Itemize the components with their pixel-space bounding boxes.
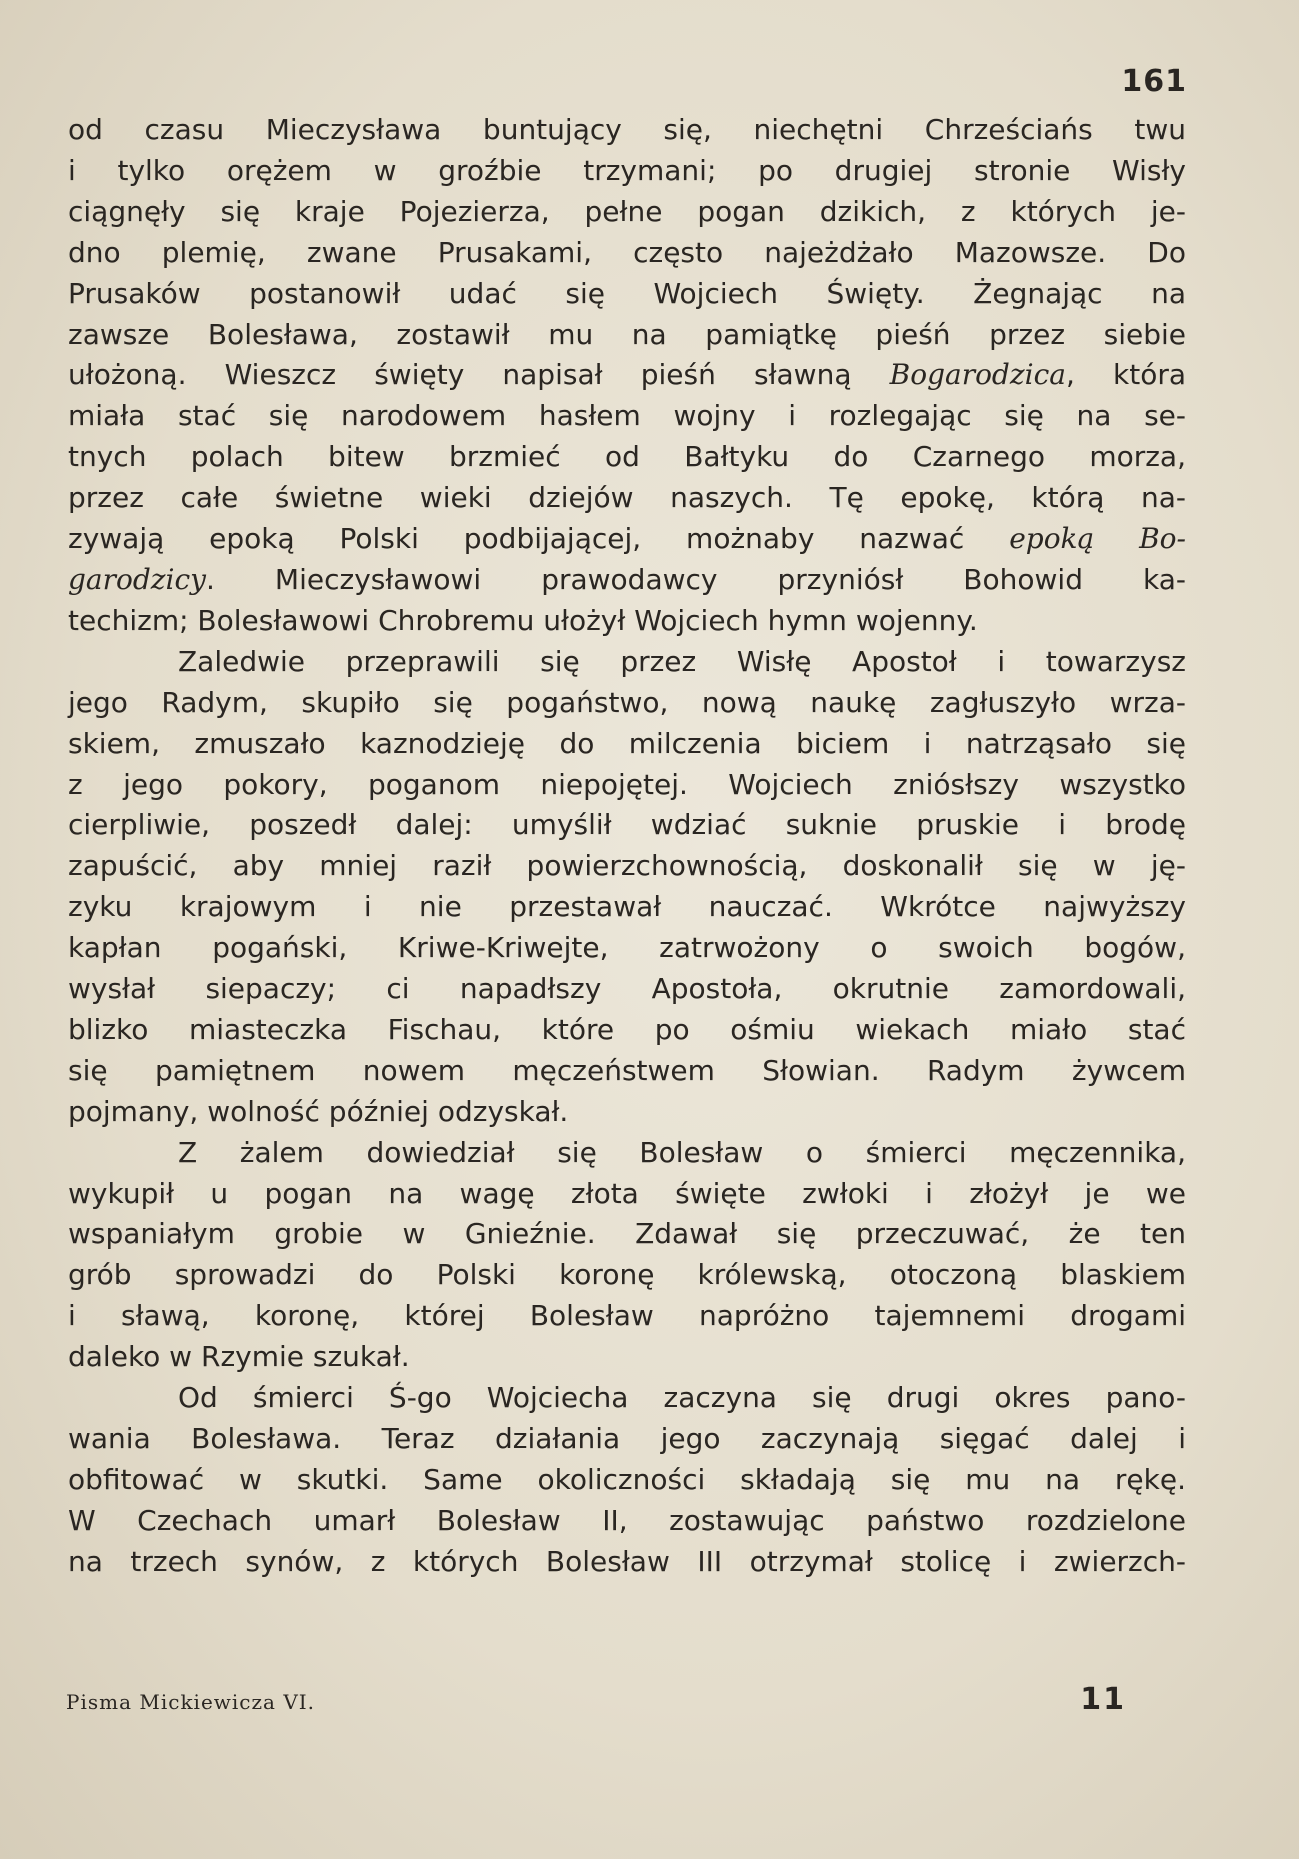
text-line: wykupił u pogan na wagę złota święte zwłoki i złożył je we [68,1176,1186,1210]
text-line: zyku krajowym i nie przestawał nauczać. Wkrótce najwyższy [68,890,1186,924]
text-line: i sławą, koronę, której Bolesław napróżno tajemnemi drogami [68,1299,1186,1333]
text-line: Z żalem dowiedział się Bolesław o śmierci męczennika, [178,1135,1186,1169]
text-line: Prusaków postanowił udać się Wojciech Święty. Żegnając na [68,276,1186,310]
text-line: ciągnęły się kraje Pojezierza, pełne pogan dzikich, z których je- [68,194,1186,228]
footer-title: Pisma Mickiewicza VI. [66,1690,316,1714]
text-line: miała stać się narodowem hasłem wojny i rozlegając się na se- [68,399,1186,433]
text-line: kapłan pogański, Kriwe-Kriwejte, zatrwożony o swoich bogów, [68,931,1186,965]
text-line: jego Radym, skupiło się pogaństwo, nową naukę zagłuszyło wrza- [68,685,1186,719]
text-line: z jego pokory, poganom niepojętej. Wojciech zniósłszy wszystko [68,767,1186,801]
signature-mark: 11 [1080,1682,1126,1717]
text-line: blizko miasteczka Fischau, które po ośmiu wiekach miało stać [68,1012,1186,1046]
text-line: wysłał siepaczy; ci napadłszy Apostoła, okrutnie zamordowali, [68,972,1186,1006]
text-line: wspaniałym grobie w Gnieźnie. Zdawał się przeczuwać, że ten [68,1217,1186,1251]
text-line: wania Bolesława. Teraz działania jego zaczynają sięgać dalej i [68,1422,1186,1455]
text-line: od czasu Mieczysława buntujący się, niechętni Chrześciańs twu [68,113,1186,146]
text-line: obfitować w skutki. Same okoliczności składają się mu na rękę. [68,1462,1186,1496]
text-line: cierpliwie, poszedł dalej: umyślił wdziać suknie pruskie i brodę [68,808,1186,842]
text-line: W Czechach umarł Bolesław II, zostawując państwo rozdzielone [68,1503,1186,1537]
body-text [68,110,1186,1583]
text-line: ułożoną. Wieszcz święty napisał pieśń sławną Bogarodzica, która [68,358,1186,392]
text-line: grób sprowadzi do Polski koronę królewską, otoczoną blaskiem [68,1258,1186,1292]
text-line: dno plemię, zwane Prusakami, często najeżdżało Mazowsze. Do [68,235,1186,269]
text-line: skiem, zmuszało kaznodzieję do milczenia biciem i natrząsało się [68,726,1186,760]
page-number: 161 [1121,64,1187,99]
text-line: techizm; Bolesławowi Chrobremu ułożył Wojciech hymn wojenny. [68,603,978,637]
text-line: i tylko orężem w groźbie trzymani; po drugiej stronie Wisły [68,153,1186,187]
text-line: tnych polach bitew brzmieć od Bałtyku do Czarnego morza, [68,440,1186,474]
text-line: zywają epoką Polski podbijającej, możnaby nazwać epoką Bo- [68,522,1186,556]
text-line: zapuścić, aby mniej raził powierzchownością, doskonalił się w ję- [68,849,1186,883]
text-line: Od śmierci Ś-go Wojciecha zaczyna się drugi okres pano- [178,1381,1186,1415]
text-line: garodzicy. Mieczysławowi prawodawcy przyniósł Bohowid ka- [68,562,1186,596]
text-line: zawsze Bolesława, zostawił mu na pamiątkę pieśń przez siebie [68,317,1186,351]
text-line: pojmany, wolność później odzyskał. [68,1094,569,1128]
text-line: przez całe świetne wieki dziejów naszych. Tę epokę, którą na- [68,481,1186,515]
text-line: Zaledwie przeprawili się przez Wisłę Apostoł i towarzysz [178,644,1186,678]
text-line: daleko w Rzymie szukał. [68,1340,410,1374]
text-line: się pamiętnem nowem męczeństwem Słowian. Radym żywcem [68,1053,1186,1087]
text-line: na trzech synów, z których Bolesław III otrzymał stolicę i zwierzch- [68,1544,1186,1578]
